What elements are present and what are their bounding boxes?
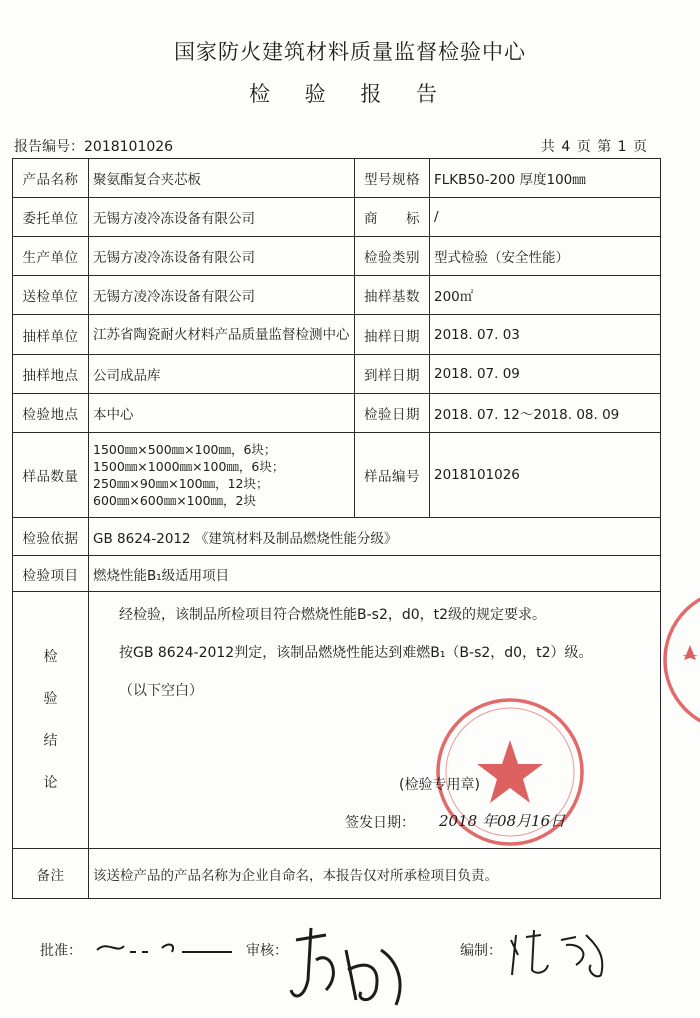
- client-label: 委托单位: [13, 198, 89, 237]
- table-row: [13, 556, 661, 592]
- conclusion-label-char: 结: [43, 733, 58, 749]
- document-title: 检 验 报 告: [248, 82, 452, 106]
- manufacturer-value: 无锡方凌冷冻设备有限公司: [89, 237, 355, 276]
- report-table: [12, 158, 661, 899]
- page-info: 共 4 页 第 1 页: [540, 139, 648, 155]
- test-date-value: 2018. 07. 12～2018. 08. 09: [430, 394, 661, 433]
- test-type-value: 型式检验（安全性能）: [430, 237, 661, 276]
- preparer-signature-icon: [506, 925, 616, 985]
- test-place-label: 检验地点: [13, 394, 89, 433]
- arrival-date-value: 2018. 07. 09: [430, 355, 661, 394]
- sample-qty-line: 600㎜×600㎜×100㎜，2块: [93, 493, 256, 508]
- table-row: [13, 159, 661, 198]
- trademark-label: 商 标: [355, 198, 430, 237]
- sample-base-label: 抽样基数: [355, 276, 430, 315]
- model-value: FLKB50-200 厚度100㎜: [430, 159, 661, 198]
- items-label: 检验项目: [13, 556, 89, 592]
- reviewer-label: 审核：: [246, 943, 288, 959]
- table-row: [13, 276, 661, 315]
- sampling-date-label: 抽样日期: [355, 315, 430, 355]
- blank-below-note: （以下空白）: [119, 683, 203, 699]
- basis-label: 检验依据: [13, 518, 89, 556]
- trademark-value: /: [430, 198, 661, 237]
- preparer-label: 编制：: [460, 943, 502, 959]
- sampling-date-value: 2018. 07. 03: [430, 315, 661, 355]
- product-name-value: 聚氨酯复合夹芯板: [89, 159, 355, 198]
- sampling-place-value: 公司成品库: [89, 355, 355, 394]
- report-number: 报告编号：2018101026: [14, 139, 174, 155]
- arrival-date-label: 到样日期: [355, 355, 430, 394]
- product-name-label: 产品名称: [13, 159, 89, 198]
- model-label: 型号规格: [355, 159, 430, 198]
- sample-qty-line: 1500㎜×1000㎜×100㎜，6块；: [93, 459, 285, 474]
- test-type-label: 检验类别: [355, 237, 430, 276]
- partial-seal-icon: [660, 585, 700, 735]
- sender-label: 送检单位: [13, 276, 89, 315]
- approver-signature-icon: [92, 932, 242, 962]
- table-row: [13, 592, 661, 849]
- approver-label: 批准：: [40, 943, 82, 959]
- sampling-unit-label: 抽样单位: [13, 315, 89, 355]
- reviewer-signature-icon: [286, 920, 416, 1012]
- sample-no-label: 样品编号: [355, 433, 430, 518]
- table-row: [13, 355, 661, 394]
- conclusion-text: 经检验，该制品所检项目符合燃烧性能B-s2，d0，t2级的规定要求。: [119, 607, 547, 623]
- basis-value: GB 8624-2012 《建筑材料及制品燃烧性能分级》: [89, 518, 661, 556]
- table-row: [13, 518, 661, 556]
- issue-date-label: 签发日期：: [345, 815, 415, 831]
- sample-qty-label: 样品数量: [13, 433, 89, 518]
- sample-base-value: 200㎡: [430, 276, 661, 315]
- conclusion-label-char: 论: [43, 775, 58, 791]
- sample-qty-line: 1500㎜×500㎜×100㎜，6块；: [93, 442, 277, 457]
- manufacturer-label: 生产单位: [13, 237, 89, 276]
- sample-no-value: 2018101026: [430, 433, 661, 518]
- sample-qty-line: 250㎜×90㎜×100㎜，12块；: [93, 476, 269, 491]
- client-value: 无锡方凌冷冻设备有限公司: [89, 198, 355, 237]
- table-row: [13, 433, 661, 518]
- sender-value: 无锡方凌冷冻设备有限公司: [89, 276, 355, 315]
- table-row: [13, 198, 661, 237]
- test-date-label: 检验日期: [355, 394, 430, 433]
- conclusion-label: [13, 592, 89, 849]
- table-row: [13, 849, 661, 899]
- remarks-value: 该送检产品的产品名称为企业自命名，本报告仅对所承检项目负责。: [89, 849, 661, 899]
- sampling-place-label: 抽样地点: [13, 355, 89, 394]
- conclusion-judgement: 按GB 8624-2012判定，该制品燃烧性能达到难燃B₁（B-s2，d0，t2）级。: [119, 645, 593, 661]
- sample-qty-value: [89, 433, 355, 518]
- conclusion-cell: [89, 592, 661, 849]
- conclusion-label-char: 检: [43, 649, 58, 665]
- org-name: 国家防火建筑材料质量监督检验中心: [174, 40, 526, 64]
- table-row: [13, 315, 661, 355]
- conclusion-label-char: 验: [43, 691, 58, 707]
- remarks-label: 备注: [13, 849, 89, 899]
- table-row: [13, 237, 661, 276]
- items-value: 燃烧性能B₁级适用项目: [89, 556, 661, 592]
- seal-label: (检验专用章): [399, 777, 480, 793]
- table-row: [13, 394, 661, 433]
- sampling-unit-value: 江苏省陶瓷耐火材料产品质量监督检测中心: [89, 315, 355, 355]
- issue-date: 2018 年08月16日: [439, 812, 566, 830]
- test-place-value: 本中心: [89, 394, 355, 433]
